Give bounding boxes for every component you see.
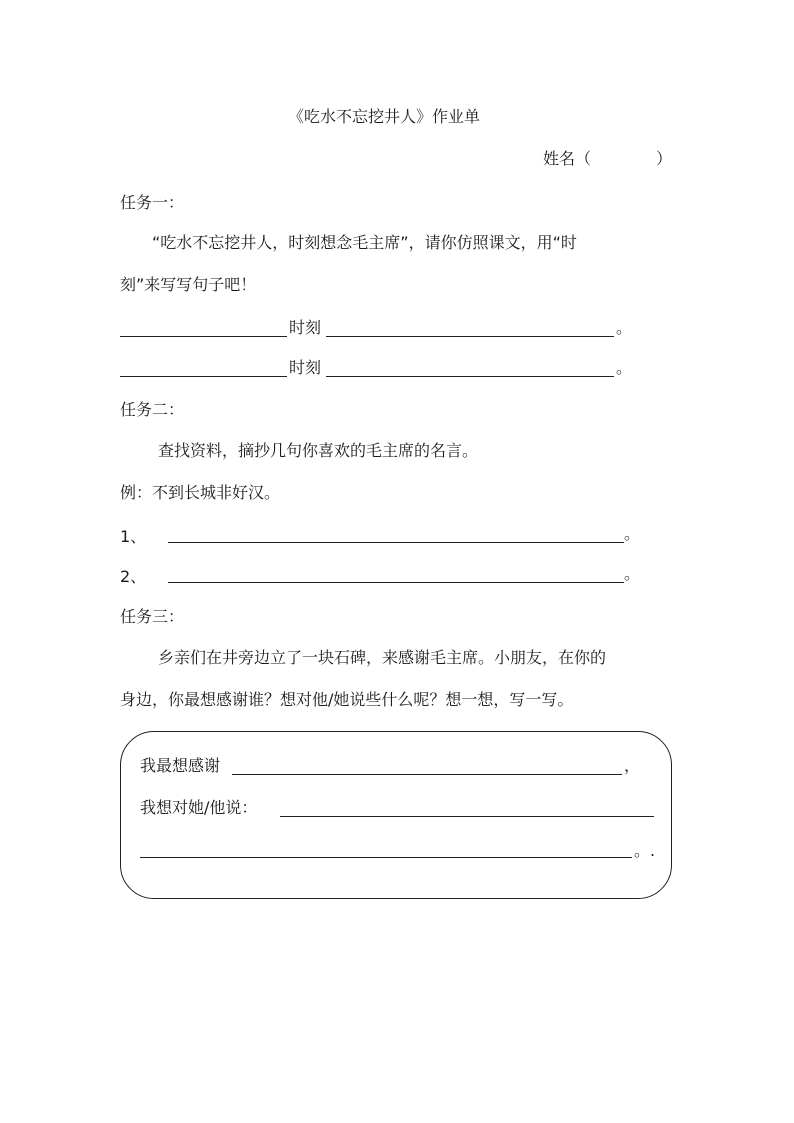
task1-keyword-1: 时刻 bbox=[289, 318, 322, 337]
box-line1-label: 我最想感谢 bbox=[140, 756, 221, 775]
task2-blank-2[interactable] bbox=[168, 582, 624, 583]
task1-prompt-line2: 刻”来写写句子吧！ bbox=[120, 275, 257, 294]
name-label: 姓名（ bbox=[543, 149, 592, 168]
task2-end-mark-1: 。 bbox=[624, 524, 641, 543]
task1-blank-1a[interactable] bbox=[120, 336, 287, 337]
box-line1-end: ， bbox=[624, 756, 641, 775]
task3-prompt-line2: 身边，你最想感谢谁？想对他/她说些什么呢？想一想，写一写。 bbox=[120, 690, 574, 709]
box-blank-1[interactable] bbox=[232, 774, 622, 775]
task2-prompt: 查找资料，摘抄几句你喜欢的毛主席的名言。 bbox=[158, 441, 479, 460]
task1-heading: 任务一： bbox=[120, 193, 185, 212]
task1-blank-1b[interactable] bbox=[326, 336, 614, 337]
task1-blank-2b[interactable] bbox=[326, 376, 614, 377]
task1-end-mark-1: 。 bbox=[616, 318, 633, 337]
name-field[interactable] bbox=[608, 149, 656, 169]
box-blank-3[interactable] bbox=[140, 857, 632, 858]
task1-prompt-line1: “吃水不忘挖井人，时刻想念毛主席”，请你仿照课文，用“时 bbox=[152, 233, 577, 252]
task2-end-mark-2: 。 bbox=[624, 564, 641, 583]
task3-prompt-line1: 乡亲们在井旁边立了一块石碑，来感谢毛主席。小朋友，在你的 bbox=[158, 648, 607, 667]
box-line2-label: 我想对她/他说： bbox=[140, 798, 258, 817]
task3-heading: 任务三： bbox=[120, 607, 185, 626]
name-close-paren: ） bbox=[656, 149, 673, 168]
task2-heading: 任务二： bbox=[120, 400, 185, 419]
box-blank-2[interactable] bbox=[280, 816, 654, 817]
task1-keyword-2: 时刻 bbox=[289, 358, 322, 377]
task1-end-mark-2: 。 bbox=[616, 358, 633, 377]
task2-blank-1[interactable] bbox=[168, 542, 624, 543]
page-title: 《吃水不忘挖井人》作业单 bbox=[288, 107, 481, 126]
task1-blank-2a[interactable] bbox=[120, 376, 287, 377]
task2-item-number-1: 1、 bbox=[120, 527, 147, 546]
task2-example: 例：不到长城非好汉。 bbox=[120, 483, 281, 502]
box-line3-end: 。. bbox=[634, 841, 656, 860]
task2-item-number-2: 2、 bbox=[120, 567, 147, 586]
